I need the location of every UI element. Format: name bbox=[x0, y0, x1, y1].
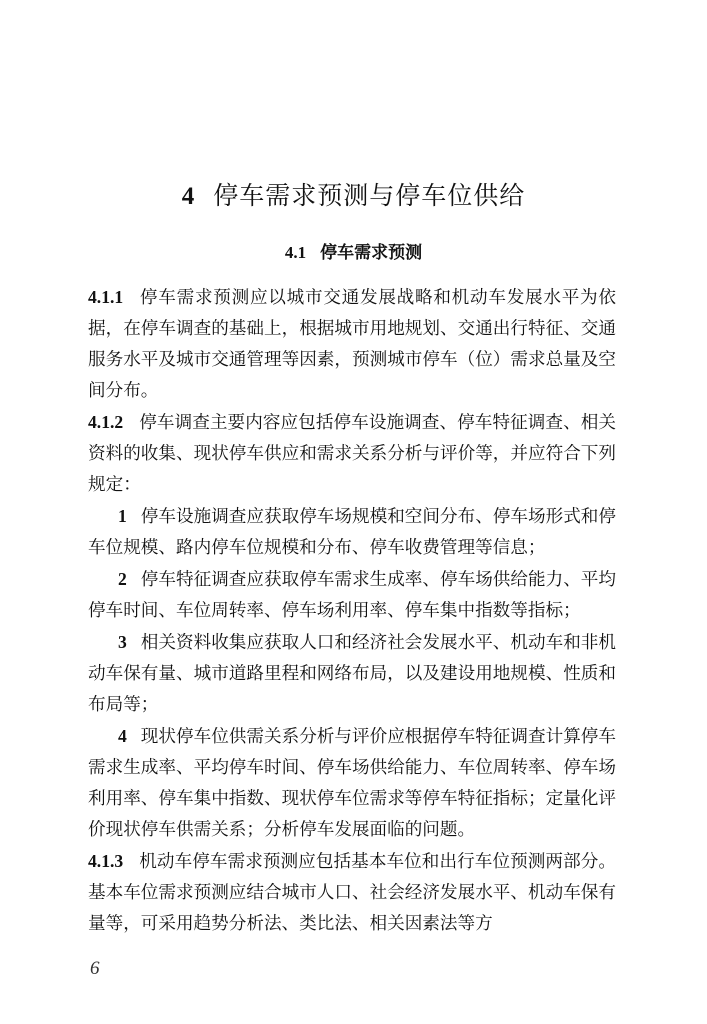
item-text: 停车特征调查应获取停车需求生成率、停车场供给能力、平均停车时间、车位周转率、停车场利用率、停车集中指数等指标； bbox=[88, 570, 616, 621]
item-text: 相关资料收集应获取人口和经济社会发展水平、机动车和非机动车保有量、城市道路里程和网络布局，以及建设用地规模、性质和布局等； bbox=[88, 633, 616, 715]
clause-text: 停车需求预测应以城市交通发展战略和机动车发展水平为依据，在停车调查的基础上，根据城市用地规划、交通出行特征、交通服务水平及城市交通管理等因素，预测城市停车（位）需求总量及空间分布。 bbox=[88, 288, 616, 401]
clause-number: 4.1.2 bbox=[88, 412, 124, 432]
item-text: 现状停车位供需关系分析与评价应根据停车特征调查计算停车需求生成率、平均停车时间、停车场供给能力、车位周转率、停车场利用率、停车集中指数、现状停车位需求等停车特征指标；定量化评价现状停车供需关系；分析停车发展面临的问题。 bbox=[88, 727, 616, 840]
item-number: 1 bbox=[118, 506, 127, 526]
section-title-text: 停车需求预测 bbox=[320, 243, 423, 263]
clause-number: 4.1.3 bbox=[88, 851, 124, 871]
section-title bbox=[0, 238, 707, 263]
chapter-title bbox=[0, 176, 707, 212]
item-number: 4 bbox=[118, 726, 127, 746]
clause-paragraph bbox=[88, 846, 616, 940]
body-text bbox=[88, 282, 616, 940]
clause-paragraph bbox=[88, 282, 616, 407]
item-number: 3 bbox=[118, 632, 127, 652]
chapter-title-text: 停车需求预测与停车位供给 bbox=[213, 181, 526, 210]
page-number: 6 bbox=[90, 958, 100, 979]
list-item bbox=[88, 721, 616, 846]
section-number: 4.1 bbox=[284, 243, 307, 262]
chapter-number: 4 bbox=[181, 183, 196, 210]
list-item bbox=[88, 501, 616, 564]
list-item bbox=[88, 564, 616, 627]
clause-text: 机动车停车需求预测应包括基本车位和出行车位预测两部分。基本车位需求预测应结合城市人口、社会经济发展水平、机动车保有量等，可采用趋势分析法、类比法、相关因素法等方 bbox=[88, 852, 616, 934]
clause-text: 停车调查主要内容应包括停车设施调查、停车特征调查、相关资料的收集、现状停车供应和需求关系分析与评价等，并应符合下列规定： bbox=[88, 413, 616, 495]
clause-paragraph bbox=[88, 407, 616, 501]
clause-number: 4.1.1 bbox=[88, 287, 124, 307]
item-number: 2 bbox=[118, 569, 127, 589]
item-text: 停车设施调查应获取停车场规模和空间分布、停车场形式和停车位规模、路内停车位规模和分布、停车收费管理等信息； bbox=[88, 507, 616, 558]
list-item bbox=[88, 627, 616, 721]
